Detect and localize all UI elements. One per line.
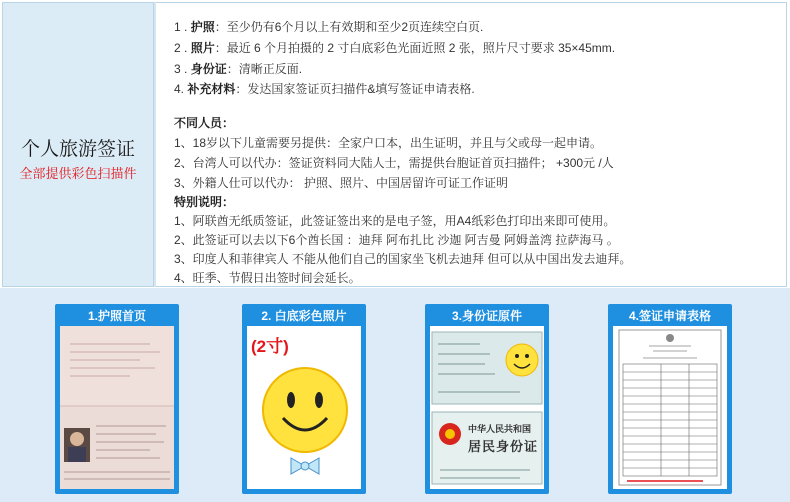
card-title: 3.身份证原件 [451,309,522,323]
photo-sample-card [242,304,366,494]
card-title: 1.护照首页 [87,309,146,323]
photo-sample-image [247,326,361,489]
requirement-item: 3 . 身份证：清晰正反面. [174,62,303,76]
different-people-item: 2、台湾人可以代办：签证资料同大陆人士，需提供台胞证首页扫描件； +300元 /人 [174,156,614,170]
visa-type-title: 个人旅游签证 [20,139,135,160]
photo-size-label: (2寸) [251,337,289,356]
requirement-item: 1 . 护照：至少仍有6个月以上有效期和至少2页连续空白页. [174,20,484,34]
passport-sample-image [60,326,174,489]
special-notes-heading: 特别说明： [174,195,235,209]
special-note-item: 1、阿联酋无纸质签证，此签证签出来的是电子签，用A4纸彩色打印出来即可使用。 [174,214,616,228]
requirement-item: 4. 补充材料：发达国家签证页扫描件&填写签证申请表格. [174,82,475,96]
different-people-item: 1、18岁以下儿童需要另提供：全家户口本，出生证明，并且与父或母一起申请。 [174,136,603,150]
card-title: 2. 白底彩色照片 [261,309,347,323]
id-card-sample-image [430,326,544,489]
special-note-item: 3、印度人和菲律宾人 不能从他们自己的国家坐飞机去迪拜 但可以从中国出发去迪拜。 [174,252,632,266]
requirement-item: 2 . 照片：最近 6 个月拍摄的 2 寸白底彩色光面近照 2 张，照片尺寸要求 35×45mm. [174,41,616,55]
visa-type-subtitle: 全部提供彩色扫描件 [19,166,137,181]
passport-sample-card [55,304,179,494]
id-card-country-text: 中华人民共和国 [468,424,532,434]
different-people-item: 3、外籍人仕可以代办： 护照、照片、中国居留许可证工作证明 [174,176,509,190]
application-form-sample-card [608,304,732,494]
visa-type-cell [2,2,154,287]
id-card-sample-card [425,304,549,494]
different-people-heading: 不同人员： [174,116,235,130]
application-form-sample-image [613,326,727,489]
special-note-item: 2、此签证可以去以下6个酋长国 ：迪拜 阿布扎比 沙迦 阿吉曼 阿姆盖湾 拉萨海马 。 [174,233,619,247]
id-card-title-text: 居民身份证 [468,439,539,454]
sample-documents-section [0,288,790,502]
card-title: 4.签证申请表格 [628,309,711,323]
special-note-item: 4、旺季、节假日出签时间会延长。 [174,271,361,285]
